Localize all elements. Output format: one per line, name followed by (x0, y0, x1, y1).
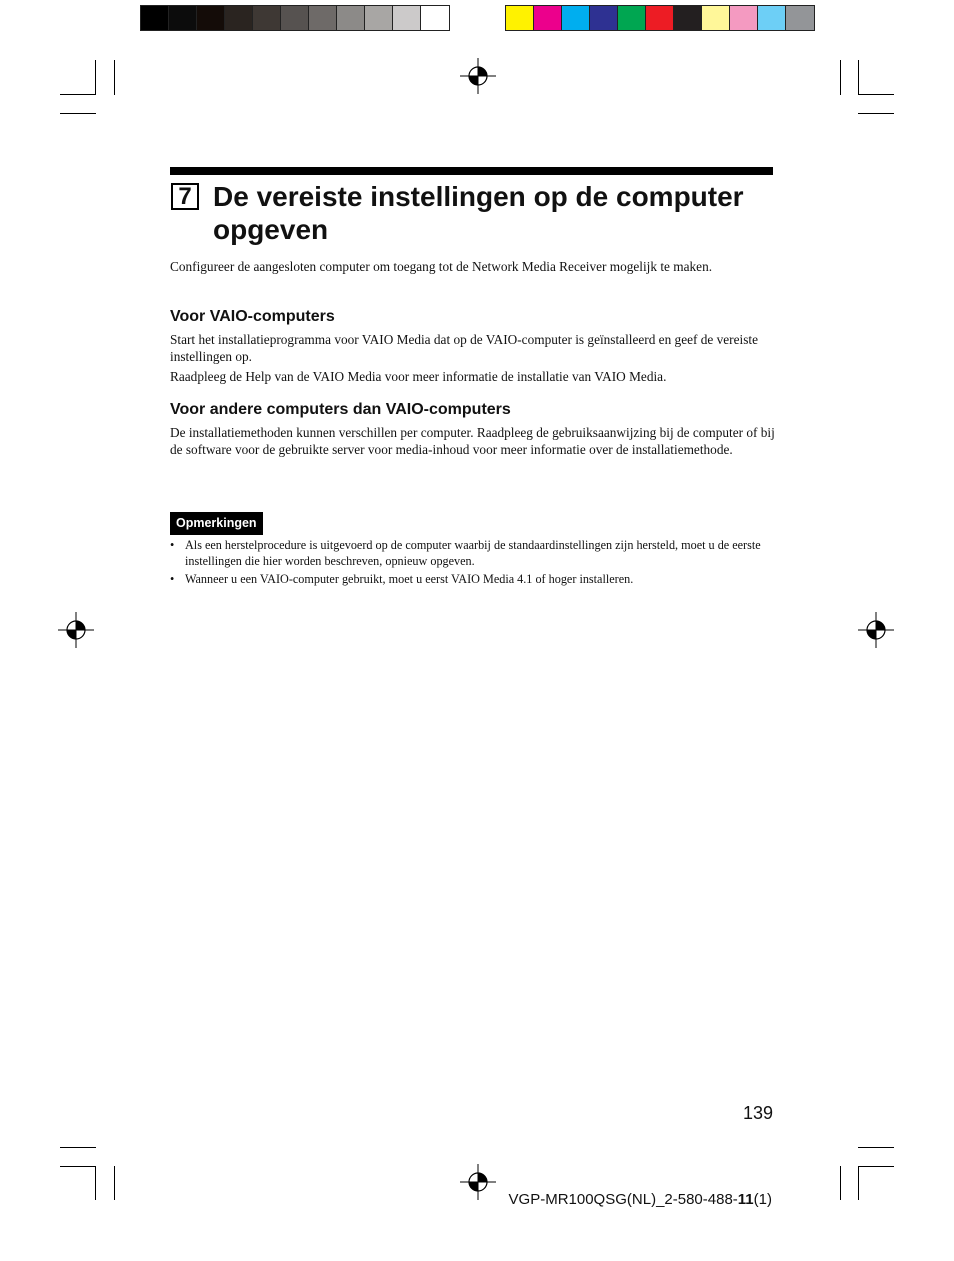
step-number-badge: 7 (171, 183, 199, 210)
crop-mark (60, 1147, 96, 1148)
list-item (170, 572, 770, 588)
note-text: Wanneer u een VAIO-computer gebruikt, moet u eerst VAIO Media 4.1 of hoger installeren. (185, 572, 634, 586)
color-swatch (225, 6, 253, 30)
color-swatch (534, 6, 562, 30)
doc-code-bold: 11 (737, 1191, 754, 1208)
crop-mark (858, 1166, 859, 1200)
color-swatch (590, 6, 618, 30)
color-swatch (141, 6, 169, 30)
section-heading-other: Voor andere computers dan VAIO-computers (170, 401, 511, 418)
color-swatch (506, 6, 534, 30)
crop-mark (60, 94, 96, 95)
color-swatch (309, 6, 337, 30)
page-number: 139 (742, 1103, 773, 1123)
crop-mark (95, 1166, 96, 1200)
crop-mark (60, 113, 96, 114)
color-swatch (786, 6, 814, 30)
crop-mark (858, 113, 894, 114)
section-heading-vaio: Voor VAIO-computers (170, 308, 335, 325)
section-other-paragraph-1: De installatiemethoden kunnen verschillen per computer. Raadpleeg de gebruiksaanwijzing bij de computer of bij de software voor de gebruikte server voor media-inhoud voor meer informatie over de installatiemethode. (170, 425, 775, 457)
crop-mark (114, 60, 115, 95)
crop-mark (840, 1166, 841, 1200)
doc-code-prefix: VGP-MR100QSG(NL)_2-580-488- (508, 1191, 738, 1208)
doc-code-suffix: (1) (753, 1191, 772, 1208)
crop-mark (840, 60, 841, 95)
list-item (170, 538, 770, 569)
crop-mark (60, 1166, 96, 1167)
registration-mark-icon (858, 612, 894, 648)
color-swatch (393, 6, 421, 30)
bullet: • (170, 538, 175, 552)
color-swatch (253, 6, 281, 30)
document-code (509, 1191, 772, 1208)
section-vaio-paragraph-2: Raadpleeg de Help van de VAIO Media voor meer informatie de installatie van VAIO Media. (170, 369, 667, 384)
color-swatch (562, 6, 590, 30)
color-swatch (197, 6, 225, 30)
crop-mark (858, 94, 894, 95)
grayscale-calibration-bar (140, 5, 450, 31)
color-swatch (337, 6, 365, 30)
color-swatch (758, 6, 786, 30)
heading-rule (170, 167, 773, 175)
crop-mark (95, 60, 96, 95)
registration-mark-icon (460, 58, 496, 94)
color-swatch (674, 6, 702, 30)
color-swatch (646, 6, 674, 30)
color-swatch (618, 6, 646, 30)
section-vaio-paragraph-1: Start het installatieprogramma voor VAIO Media dat op de VAIO-computer is geïnstalleerd en geef de vereiste instellingen op. (170, 332, 758, 364)
color-swatch (421, 6, 449, 30)
notes-label: Opmerkingen (170, 512, 263, 535)
color-calibration-bar (505, 5, 815, 31)
crop-mark (858, 1166, 894, 1167)
bullet: • (170, 572, 175, 586)
color-swatch (702, 6, 730, 30)
note-text: Als een herstelprocedure is uitgevoerd op de computer waarbij de standaardinstellingen zijn hersteld, moet u de eerste instellingen die hier worden beschreven, opnieuw opgeven. (185, 538, 761, 568)
color-swatch (730, 6, 758, 30)
color-swatch (365, 6, 393, 30)
intro-paragraph: Configureer de aangesloten computer om toegang tot de Network Media Receiver mogelijk te maken. (170, 259, 713, 274)
crop-mark (858, 1147, 894, 1148)
page-title: De vereiste instellingen op de computer opgeven (213, 181, 744, 245)
color-swatch (169, 6, 197, 30)
crop-mark (858, 60, 859, 95)
registration-mark-icon (460, 1164, 496, 1200)
crop-mark (114, 1166, 115, 1200)
color-swatch (281, 6, 309, 30)
registration-mark-icon (58, 612, 94, 648)
notes-list (170, 538, 770, 591)
